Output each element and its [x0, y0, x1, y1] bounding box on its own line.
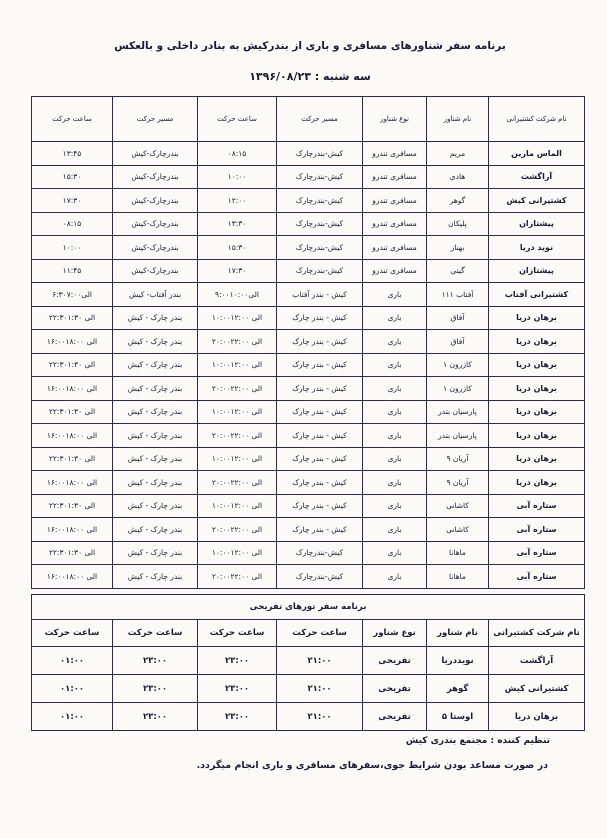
column-header: ساعت حرکت: [32, 620, 113, 647]
table-cell: کاشانی: [427, 494, 489, 518]
table-row: [32, 353, 585, 377]
table-cell: مسافری تندرو: [363, 165, 427, 189]
table-cell: کیش - بندر چارک: [277, 494, 363, 518]
table-cell: ۱۵:۳۰: [32, 165, 113, 189]
table-cell: ۲۳:۰۰: [198, 703, 277, 731]
table-cell: ۲۳:۰۰: [113, 675, 198, 703]
table-cell: بندر چارک - کیش: [113, 330, 198, 354]
table-cell: آراگشت: [489, 165, 585, 189]
table-cell: الماس مارین: [489, 142, 585, 166]
table-cell: برهان دریا: [489, 330, 585, 354]
table-cell: ۱۷:۳۰: [198, 259, 277, 283]
table-cell: ۰۸:۱۵: [198, 142, 277, 166]
table-cell: تفریحی: [363, 675, 427, 703]
column-header: ساعت حرکت: [32, 97, 113, 142]
table-cell: کیش-بندرچارک: [277, 189, 363, 213]
table-cell: بندرچارک-کیش: [113, 212, 198, 236]
table-cell: پیشتازان: [489, 259, 585, 283]
table-cell: ۱۶:۰۰الی ۱۸:۰۰: [32, 330, 113, 354]
table-cell: کیش-بندرچارک: [277, 212, 363, 236]
table-cell: گوهر: [427, 189, 489, 213]
table-cell: بندر چارک - کیش: [113, 541, 198, 565]
weather-disclaimer: در صورت مساعد بودن شرایط جوی،سفرهای مسافری و باری انجام میگردد.: [196, 760, 548, 771]
table-row: [32, 165, 585, 189]
table-cell: بهناز: [427, 236, 489, 260]
column-header: ساعت حرکت: [198, 97, 277, 142]
table-row: [32, 447, 585, 471]
table-row: [32, 494, 585, 518]
table-cell: مریم: [427, 142, 489, 166]
schedule-date: سه شنبه : ۱۳۹۶/۰۸/۲۳: [249, 70, 371, 83]
table-cell: کازرون ۱: [427, 353, 489, 377]
table-cell: تفریحی: [363, 647, 427, 675]
table-cell: ۱۶:۰۰الی ۱۸:۰۰: [32, 518, 113, 542]
table-cell: برهان دریا: [489, 377, 585, 401]
table-cell: ۶:۳۰الی۷:۰۰: [32, 283, 113, 307]
table-row: [32, 518, 585, 542]
table-cell: ۲۰:۰۰الی ۲۲:۰۰: [198, 565, 277, 589]
table-row: [32, 189, 585, 213]
column-header: ساعت حرکت: [277, 620, 363, 647]
table-cell: کیش-بندرچارک: [277, 236, 363, 260]
table-cell: باری: [363, 330, 427, 354]
column-header: نام شرکت کشتیرانی: [489, 97, 585, 142]
table-cell: باری: [363, 541, 427, 565]
column-header: مسیر حرکت: [113, 97, 198, 142]
table-cell: بندر چارک - کیش: [113, 447, 198, 471]
table-cell: برهان دریا: [489, 471, 585, 495]
table-cell: آریان ۹: [427, 447, 489, 471]
page-title: برنامه سفر شناورهای مسافری و باری از بندرکیش به بنادر داخلی و بالعکس: [114, 40, 506, 52]
tour-schedule-table: [31, 594, 585, 731]
table-cell: ۰۱:۰۰: [32, 675, 113, 703]
table-cell: آفتاب ۱۱۱: [427, 283, 489, 307]
table-cell: کیش - بندر چارک: [277, 330, 363, 354]
table-row: [32, 259, 585, 283]
table-cell: ۲۱:۰۰: [277, 647, 363, 675]
main-schedule-table: [31, 96, 585, 589]
table-cell: نویددریا: [427, 647, 489, 675]
table-cell: کیش - بندر چارک: [277, 424, 363, 448]
table-cell: ۱۰:۰۰الی ۱۲:۰۰: [198, 400, 277, 424]
table-cell: آفاق: [427, 306, 489, 330]
table-cell: بندر چارک - کیش: [113, 494, 198, 518]
table-cell: بندرچارک-کیش: [113, 142, 198, 166]
table-cell: باری: [363, 494, 427, 518]
table-cell: کیش - بندر چارک: [277, 400, 363, 424]
table-cell: ۱۶:۰۰الی ۱۸:۰۰: [32, 565, 113, 589]
table-cell: بندرچارک-کیش: [113, 236, 198, 260]
table-cell: ۲۱:۰۰: [277, 675, 363, 703]
table-cell: ۲۳:۰۰: [113, 647, 198, 675]
table-cell: بندر چارک - کیش: [113, 353, 198, 377]
table-cell: کیش-بندرچارک: [277, 565, 363, 589]
table-row: [32, 283, 585, 307]
table-cell: ۱۰:۰۰: [198, 165, 277, 189]
table-cell: نوید دریا: [489, 236, 585, 260]
table-cell: بندرچارک-کیش: [113, 259, 198, 283]
table-cell: ۱۰:۰۰الی ۱۲:۰۰: [198, 541, 277, 565]
table-cell: کیش - بندر آفتاب: [277, 283, 363, 307]
table-cell: بندر چارک - کیش: [113, 306, 198, 330]
table-cell: آراگشت: [489, 647, 585, 675]
table-cell: پلیکان: [427, 212, 489, 236]
table-cell: کیش-بندرچارک: [277, 142, 363, 166]
table-cell: هادی: [427, 165, 489, 189]
table-cell: پیشتازان: [489, 212, 585, 236]
table-row: [32, 565, 585, 589]
table-cell: باری: [363, 518, 427, 542]
column-header: نام شناور: [427, 620, 489, 647]
table-cell: ۲۲:۳۰الی ۱:۳۰: [32, 447, 113, 471]
table-cell: ۱۲:۰۰: [198, 189, 277, 213]
table-cell: کیش-بندرچارک: [277, 541, 363, 565]
table-cell: کیش-بندرچارک: [277, 259, 363, 283]
table-cell: بندرچارک-کیش: [113, 165, 198, 189]
table-cell: باری: [363, 283, 427, 307]
table-cell: ۱۰:۰۰الی ۱۲:۰۰: [198, 306, 277, 330]
table-cell: کیش - بندر چارک: [277, 306, 363, 330]
table-row: [32, 142, 585, 166]
table-cell: کشتیرانی آفتاب: [489, 283, 585, 307]
table-cell: ۱۶:۰۰الی ۱۸:۰۰: [32, 377, 113, 401]
table-row: [32, 703, 585, 731]
table-cell: بندر چارک - کیش: [113, 424, 198, 448]
table-cell: کازرون ۱: [427, 377, 489, 401]
table-cell: بندرچارک-کیش: [113, 189, 198, 213]
table-cell: بندر چارک - کیش: [113, 377, 198, 401]
table-cell: بندر چارک - کیش: [113, 518, 198, 542]
table-cell: ۲۳:۰۰: [113, 703, 198, 731]
table-cell: ۲۲:۳۰الی ۱:۳۰: [32, 400, 113, 424]
table-row: [32, 675, 585, 703]
table-cell: برهان دریا: [489, 447, 585, 471]
table-cell: ۱۳:۴۵: [32, 142, 113, 166]
table-cell: ۱۱:۴۵: [32, 259, 113, 283]
column-header: نوع شناور: [363, 97, 427, 142]
table-cell: پارسیان بندر: [427, 400, 489, 424]
column-header: نام شناور: [427, 97, 489, 142]
table-cell: ۲۳:۰۰: [198, 647, 277, 675]
table-cell: ۱۰:۰۰: [32, 236, 113, 260]
table-cell: باری: [363, 400, 427, 424]
table-cell: ۱۶:۰۰الی ۱۸:۰۰: [32, 424, 113, 448]
table-row: [32, 306, 585, 330]
table-cell: کشتیرانی کیش: [489, 675, 585, 703]
main-table-header-row: [32, 97, 585, 142]
table-row: [32, 377, 585, 401]
table-cell: ۱۶:۰۰الی ۱۸:۰۰: [32, 471, 113, 495]
table-cell: ستاره آبی: [489, 494, 585, 518]
table-cell: مسافری تندرو: [363, 212, 427, 236]
table-row: [32, 541, 585, 565]
table-cell: گیتی: [427, 259, 489, 283]
table-cell: اوستا ۵: [427, 703, 489, 731]
table-cell: ۲۳:۰۰: [198, 675, 277, 703]
table-cell: مسافری تندرو: [363, 142, 427, 166]
table-cell: مسافری تندرو: [363, 236, 427, 260]
table-cell: پارسیان بندر: [427, 424, 489, 448]
table-cell: کیش - بندر چارک: [277, 447, 363, 471]
table-cell: ۰۸:۱۵: [32, 212, 113, 236]
organizer-note: تنظیم کننده : مجتمع بندری کیش: [405, 736, 550, 746]
table-cell: بندر چارک - کیش: [113, 471, 198, 495]
table-row: [32, 400, 585, 424]
table-cell: ۹:۰۰الی۱۰:۰۰: [198, 283, 277, 307]
table-cell: ۱۵:۳۰: [198, 236, 277, 260]
table-cell: باری: [363, 471, 427, 495]
table-cell: ۲۲:۳۰الی ۱:۳۰: [32, 541, 113, 565]
table-cell: ۲۱:۰۰: [277, 703, 363, 731]
table-cell: ۱۳:۳۰: [198, 212, 277, 236]
table-row: [32, 330, 585, 354]
table-row: [32, 212, 585, 236]
table-cell: کیش - بندر چارک: [277, 471, 363, 495]
table-cell: باری: [363, 447, 427, 471]
table-cell: ماهانا: [427, 541, 489, 565]
table-cell: ۲۲:۳۰الی ۱:۳۰: [32, 353, 113, 377]
table-row: [32, 424, 585, 448]
table-cell: بندر چارک - کیش: [113, 565, 198, 589]
column-header: ساعت حرکت: [113, 620, 198, 647]
table-cell: کیش - بندر چارک: [277, 518, 363, 542]
column-header: ساعت حرکت: [198, 620, 277, 647]
table-cell: کشتیرانی کیش: [489, 189, 585, 213]
table-cell: ستاره آبی: [489, 541, 585, 565]
table-cell: ۲۲:۳۰الی ۱:۳۰: [32, 306, 113, 330]
table-cell: ۲۰:۰۰الی ۲۲:۰۰: [198, 424, 277, 448]
table-row: [32, 236, 585, 260]
table-cell: بندر چارک - کیش: [113, 400, 198, 424]
table-cell: ۰۱:۰۰: [32, 703, 113, 731]
table-cell: کاشانی: [427, 518, 489, 542]
table-cell: برهان دریا: [489, 400, 585, 424]
table-cell: برهان دریا: [489, 703, 585, 731]
tour-table-header-row: [32, 620, 585, 647]
table-cell: ۲۰:۰۰الی ۲۲:۰۰: [198, 471, 277, 495]
table-cell: کیش-بندرچارک: [277, 165, 363, 189]
table-cell: ۲۰:۰۰الی ۲۲:۰۰: [198, 377, 277, 401]
table-cell: ۱۷:۳۰: [32, 189, 113, 213]
column-header: نوع شناور: [363, 620, 427, 647]
table-cell: برهان دریا: [489, 424, 585, 448]
table-row: [32, 471, 585, 495]
table-cell: بندر آفتاب- کیش: [113, 283, 198, 307]
table-cell: مسافری تندرو: [363, 189, 427, 213]
table-row: [32, 647, 585, 675]
table-cell: کیش - بندر چارک: [277, 353, 363, 377]
tour-table-title: برنامه سفر تورهای تفریحی: [32, 595, 585, 620]
table-cell: ۱۰:۰۰الی ۱۲:۰۰: [198, 353, 277, 377]
table-cell: باری: [363, 353, 427, 377]
table-cell: ۰۱:۰۰: [32, 647, 113, 675]
table-cell: ماهانا: [427, 565, 489, 589]
table-cell: کیش - بندر چارک: [277, 377, 363, 401]
column-header: نام شرکت کشتیرانی: [489, 620, 585, 647]
table-cell: برهان دریا: [489, 353, 585, 377]
table-cell: ۲۲:۳۰الی ۱:۳۰: [32, 494, 113, 518]
table-cell: آریان ۹: [427, 471, 489, 495]
table-cell: ستاره آبی: [489, 518, 585, 542]
table-cell: مسافری تندرو: [363, 259, 427, 283]
table-cell: باری: [363, 565, 427, 589]
table-cell: ستاره آبی: [489, 565, 585, 589]
column-header: مسیر حرکت: [277, 97, 363, 142]
table-cell: ۱۰:۰۰الی ۱۲:۰۰: [198, 447, 277, 471]
table-cell: ۲۰:۰۰الی ۲۲:۰۰: [198, 518, 277, 542]
table-cell: باری: [363, 424, 427, 448]
table-cell: ۱۰:۰۰الی ۱۲:۰۰: [198, 494, 277, 518]
table-cell: تفریحی: [363, 703, 427, 731]
table-cell: باری: [363, 306, 427, 330]
table-cell: برهان دریا: [489, 306, 585, 330]
table-cell: گوهر: [427, 675, 489, 703]
table-cell: ۲۰:۰۰الی ۲۲:۰۰: [198, 330, 277, 354]
table-cell: آفاق: [427, 330, 489, 354]
table-cell: باری: [363, 377, 427, 401]
